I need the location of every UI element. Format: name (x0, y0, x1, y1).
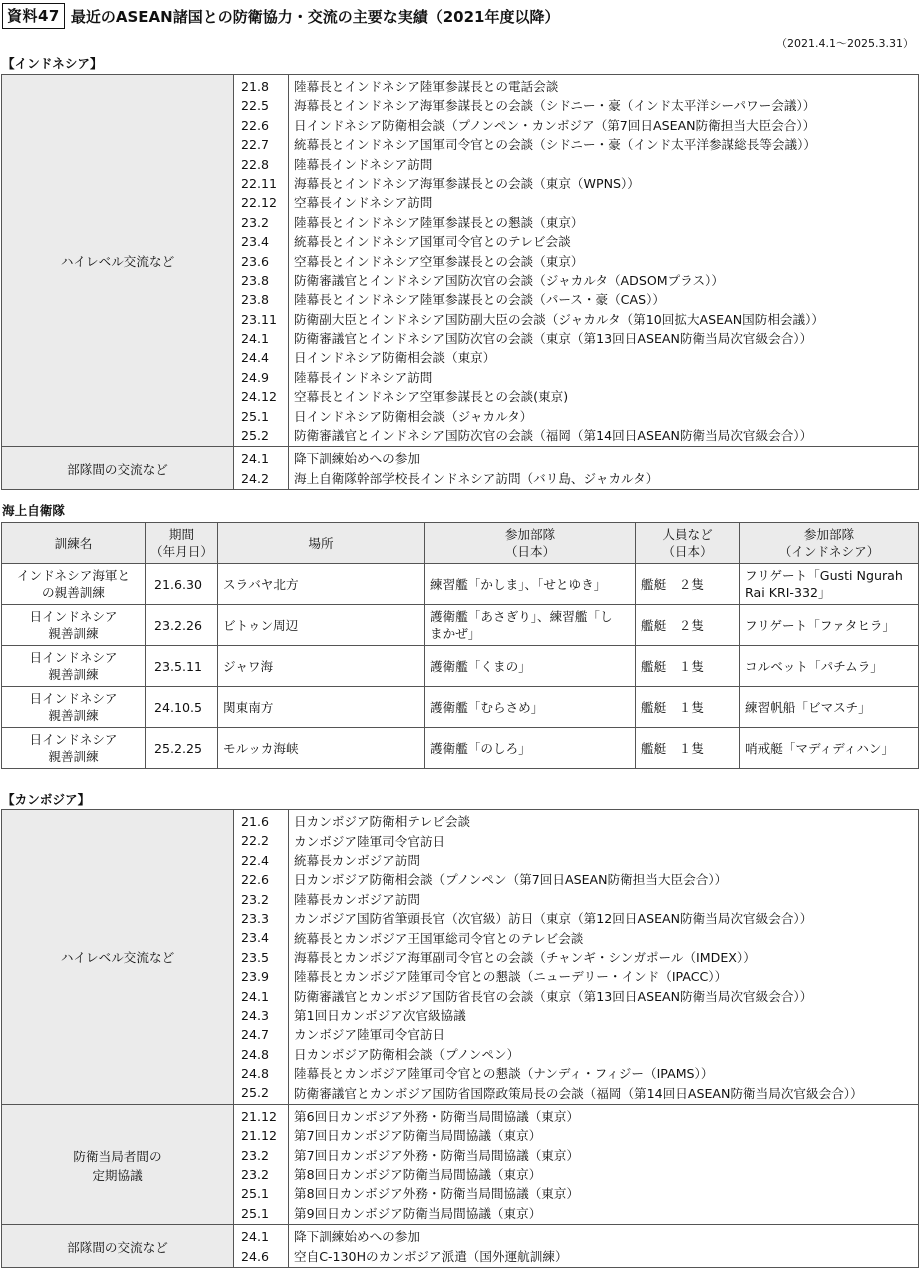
entry-date: 24.1 (241, 451, 270, 467)
exercise-row (2, 605, 919, 646)
entry-description: 海幕長とインドネシア海軍参謀長との会談（東京（WPNS）） (294, 175, 640, 191)
date-column (234, 75, 289, 447)
column-header-line: （インドネシア） (778, 544, 880, 559)
column-header (425, 523, 636, 564)
exercise-name-cell (2, 646, 146, 687)
japan-units-cell (425, 728, 636, 769)
entry-date: 24.1 (241, 1229, 270, 1245)
japan-units-cell (425, 646, 636, 687)
indonesia-units-cell (740, 564, 919, 605)
entry-description: 空幕長とインドネシア空軍参謀長との会談(東京) (294, 389, 569, 405)
entry-description: 日カンボジア防衛相会談（プノンペン（第7回日ASEAN防衛担当大臣会合）） (294, 872, 728, 888)
exercise-date-cell: 21.6.30 (146, 564, 218, 605)
entry-date: 25.2 (241, 428, 270, 444)
entry-description: 陸幕長とカンボジア陸軍司令官との懇談（ニューデリー・インド（IPACC）） (294, 969, 728, 985)
exercise-row (2, 564, 919, 605)
column-header (636, 523, 740, 564)
entry-description: 陸幕長とインドネシア陸軍参謀長との電話会談 (294, 79, 559, 94)
entry-date: 23.2 (241, 214, 270, 230)
column-header-line: 参加部隊 (504, 527, 556, 542)
entry-description: 降下訓練始めへの参加 (294, 1229, 420, 1245)
entry-date: 24.4 (241, 350, 270, 366)
entry-description: 第6回日カンボジア外務・防衛当局間協議（東京） (294, 1108, 580, 1124)
column-header (218, 523, 425, 564)
personnel-cell: 艦艇 １隻 (636, 728, 740, 769)
exercise-name-cell (2, 687, 146, 728)
exercise-name-line: 日インドネシア (29, 609, 118, 624)
category-cell: ハイレベル交流など (2, 810, 234, 1105)
indonesia-units-line: フリゲート「Gusti Ngurah (745, 568, 903, 583)
entry-description: 空幕長とインドネシア空軍参謀長との会談（東京） (294, 253, 584, 269)
column-header-line: 人員など (662, 527, 713, 542)
entry-description: 防衛審議官とカンボジア国防省国際政策局長の会談（福岡（第14回日ASEAN防衛当局次官級会合）） (294, 1085, 863, 1101)
entry-date: 24.8 (241, 1046, 270, 1062)
exercise-name-cell (2, 605, 146, 646)
exchange-group-row (2, 810, 919, 1105)
description-column (289, 1104, 919, 1224)
entry-date: 22.11 (241, 175, 278, 191)
entry-date: 23.9 (241, 969, 270, 985)
entry-description: 陸幕長とインドネシア陸軍参謀長との懇談（東京） (294, 214, 584, 230)
exercise-row (2, 646, 919, 687)
exercise-name-line: 日インドネシア (29, 691, 118, 706)
entry-date: 22.7 (241, 137, 270, 153)
japan-units-line: 護衛艦「のしろ」 (430, 740, 531, 756)
indonesia-units-line: Rai KRI-332」 (745, 585, 831, 600)
entry-description: 日インドネシア防衛相会談（ジャカルタ） (294, 408, 533, 424)
entry-description: 陸幕長とインドネシア陸軍参謀長との会談（パース・豪（CAS）） (294, 292, 665, 308)
entry-description: 防衛審議官とインドネシア国防次官の会談（東京（第13回日ASEAN防衛当局次官級会合）） (294, 331, 813, 347)
column-header (146, 523, 218, 564)
japan-units-line: 護衛艦「あさぎり」、練習艦「し (430, 609, 613, 624)
entry-date: 23.5 (241, 949, 270, 965)
entry-date: 24.7 (241, 1027, 270, 1043)
exercise-date-cell: 24.10.5 (146, 687, 218, 728)
column-header-line: （日本） (504, 544, 556, 559)
entry-description: 海上自衛隊幹部学校長インドネシア訪問（バリ島、ジャカルタ） (294, 470, 659, 486)
entry-date: 22.5 (241, 98, 270, 114)
entry-description: 防衛審議官とカンボジア国防省長官の会談（東京（第13回日ASEAN防衛当局次官級会合）） (294, 988, 813, 1004)
indonesia-units-cell (740, 728, 919, 769)
exercise-name-line: 親善訓練 (48, 749, 99, 764)
entry-date: 24.3 (241, 1007, 270, 1023)
indonesia-units-line: フリゲート「ファタヒラ」 (745, 617, 896, 633)
entry-date: 22.6 (241, 117, 270, 133)
entry-date: 23.8 (241, 292, 270, 308)
indonesia-exchange-table (1, 74, 919, 490)
entry-date: 21.6 (241, 814, 270, 829)
category-cell (2, 1104, 234, 1224)
indonesia-units-line: 練習帆船「ビマスチ」 (745, 699, 871, 715)
exercise-date-cell: 25.2.25 (146, 728, 218, 769)
entry-description: 統幕長とインドネシア国軍司令官とのテレビ会談 (294, 234, 571, 250)
exercise-name-line: 親善訓練 (48, 667, 99, 682)
description-column (289, 75, 919, 447)
exercise-place-cell: ビトゥン周辺 (218, 605, 425, 646)
entry-date: 23.4 (241, 930, 270, 946)
entry-description: 海幕長とインドネシア海軍参謀長との会談（シドニー・豪（インド太平洋シーパワー会議）） (294, 98, 816, 114)
column-header-line: 訓練名 (54, 535, 93, 551)
exercise-name-line: 日インドネシア (29, 732, 118, 747)
entry-description: 日インドネシア防衛相会談（プノンペン・カンボジア（第7回日ASEAN防衛担当大臣会合）） (294, 117, 816, 133)
document-header (2, 2, 559, 30)
entry-description: 統幕長とインドネシア国軍司令官との会談（シドニー・豪（インド太平洋参謀総長等会議）） (294, 137, 817, 153)
date-column (234, 1104, 289, 1224)
exercise-name-line: 親善訓練 (48, 708, 99, 723)
entry-description: 陸幕長カンボジア訪問 (294, 891, 420, 907)
entry-description: カンボジア国防省筆頭長官（次官級）訪日（東京（第12回日ASEAN防衛当局次官級会合）） (294, 911, 813, 927)
description-column (289, 810, 919, 1105)
entry-date: 21.12 (241, 1128, 278, 1144)
entry-date: 22.12 (241, 195, 278, 211)
exercise-name-line: 親善訓練 (48, 626, 99, 641)
exercise-name-line: の親善訓練 (42, 585, 105, 600)
document-number-tag: 資料47 (2, 3, 65, 29)
exchange-group-row (2, 447, 919, 490)
japan-units-cell (425, 605, 636, 646)
entry-date: 23.6 (241, 253, 270, 269)
description-column (289, 1225, 919, 1268)
japan-units-cell (425, 564, 636, 605)
exchange-group-row (2, 1225, 919, 1268)
indonesia-units-cell (740, 687, 919, 728)
entry-date: 23.3 (241, 910, 270, 926)
category-label-line: 定期協議 (92, 1167, 143, 1183)
document-title: 最近のASEAN諸国との防衛協力・交流の主要な実績（2021年度以降） (70, 7, 560, 26)
exercise-name-line: インドネシア海軍と (16, 568, 131, 583)
exercise-header-row (2, 523, 919, 564)
entry-date: 24.1 (241, 331, 270, 347)
personnel-cell: 艦艇 １隻 (636, 646, 740, 687)
column-header-line: （年月日） (150, 544, 213, 559)
entry-date: 23.11 (241, 311, 278, 327)
column-header-line: 場所 (308, 535, 334, 551)
entry-date: 22.4 (241, 852, 270, 868)
exercise-name-cell (2, 564, 146, 605)
entry-description: 防衛副大臣とインドネシア国防副大臣の会談（ジャカルタ（第10回拡大ASEAN国防相会議）） (294, 311, 825, 327)
column-header (740, 523, 919, 564)
indonesia-units-cell (740, 646, 919, 687)
personnel-cell: 艦艇 ２隻 (636, 605, 740, 646)
entry-description: 日カンボジア防衛相テレビ会談 (294, 814, 471, 830)
exercise-row (2, 728, 919, 769)
exchange-group-row (2, 75, 919, 447)
entry-date: 24.1 (241, 988, 270, 1004)
entry-date: 23.2 (241, 891, 270, 907)
date-column (234, 810, 289, 1105)
category-cell: 部隊間の交流など (2, 1225, 234, 1268)
column-header-line: 期間 (168, 527, 195, 542)
exercise-date-cell: 23.5.11 (146, 646, 218, 687)
entry-date: 24.2 (241, 470, 270, 486)
entry-date: 24.9 (241, 369, 270, 385)
section-heading-msdf: 海上自衛隊 (2, 503, 65, 518)
entry-description: 防衛審議官とインドネシア国防次官の会談（ジャカルタ（ADSOMプラス）） (294, 272, 724, 288)
entry-date: 21.12 (241, 1108, 278, 1124)
indonesia-units-line: 哨戒艇「マディディハン」 (745, 740, 895, 756)
entry-date: 22.6 (241, 872, 270, 888)
exercise-date-cell: 23.2.26 (146, 605, 218, 646)
entry-description: 日カンボジア防衛相会談（プノンペン） (294, 1046, 520, 1062)
entry-date: 25.2 (241, 1085, 270, 1101)
exercise-place-cell: ジャワ海 (218, 646, 425, 687)
japan-units-line: 護衛艦「くまの」 (430, 658, 531, 674)
entry-date: 24.12 (241, 389, 278, 405)
indonesia-units-cell (740, 605, 919, 646)
entry-description: 陸幕長インドネシア訪問 (294, 369, 433, 385)
exercise-place-cell: モルッカ海峡 (218, 728, 425, 769)
exercise-name-line: 日インドネシア (29, 650, 118, 665)
entry-date: 22.8 (241, 156, 270, 172)
entry-description: 空自C-130Hのカンボジア派遣（国外運航訓練） (294, 1248, 568, 1264)
entry-description: 空幕長インドネシア訪問 (294, 195, 433, 211)
category-label-line: 防衛当局者間の (73, 1148, 162, 1164)
entry-description: カンボジア陸軍司令官訪日 (294, 833, 446, 849)
exercise-row (2, 687, 919, 728)
japan-units-cell (425, 687, 636, 728)
entry-description: 陸幕長インドネシア訪問 (294, 156, 433, 172)
personnel-cell: 艦艇 ２隻 (636, 564, 740, 605)
date-column (234, 447, 289, 490)
entry-description: 日インドネシア防衛相会談（東京） (294, 350, 496, 366)
entry-description: 防衛審議官とインドネシア国防次官の会談（福岡（第14回日ASEAN防衛当局次官級会合）） (294, 428, 813, 444)
entry-date: 25.1 (241, 1186, 270, 1202)
entry-description: 統幕長とカンボジア王国軍総司令官とのテレビ会談 (294, 930, 584, 946)
entry-description: 降下訓練始めへの参加 (294, 451, 420, 467)
entry-date: 25.1 (241, 408, 270, 424)
section-heading-indonesia: 【インドネシア】 (2, 56, 103, 71)
entry-description: 海幕長とカンボジア海軍副司令官との会談（チャンギ・シンガポール（IMDEX）） (294, 949, 756, 965)
section-heading-cambodia: 【カンボジア】 (2, 792, 91, 807)
entry-date: 24.6 (241, 1248, 270, 1264)
entry-description: 第9回日カンボジア防衛当局間協議（東京） (294, 1205, 542, 1221)
period-range: （2021.4.1～2025.3.31） (776, 37, 914, 50)
entry-date: 21.8 (241, 79, 270, 94)
exercise-place-cell: 関東南方 (218, 687, 425, 728)
entry-description: 陸幕長とカンボジア陸軍司令官との懇談（ナンディ・フィジー（IPAMS）） (294, 1066, 714, 1082)
japan-units-line: 練習艦「かしま」、「せとゆき」 (430, 576, 607, 592)
date-column (234, 1225, 289, 1268)
indonesia-units-line: コルベット「パチムラ」 (745, 658, 883, 674)
entry-date: 23.8 (241, 272, 270, 288)
entry-description: 第7回日カンボジア外務・防衛当局間協議（東京） (294, 1147, 580, 1163)
msdf-exercise-table (1, 522, 919, 769)
column-header (2, 523, 146, 564)
category-cell: 部隊間の交流など (2, 447, 234, 490)
japan-units-line: まかぜ」 (430, 626, 481, 641)
japan-units-line: 護衛艦「むらさめ」 (430, 699, 544, 715)
entry-date: 23.2 (241, 1147, 270, 1163)
entry-description: 統幕長カンボジア訪問 (294, 852, 420, 868)
entry-date: 23.2 (241, 1167, 270, 1183)
column-header-line: （日本） (662, 544, 713, 559)
exchange-group-row (2, 1104, 919, 1224)
entry-description: 第8回日カンボジア防衛当局間協議（東京） (294, 1167, 542, 1183)
personnel-cell: 艦艇 １隻 (636, 687, 740, 728)
column-header-line: 参加部隊 (803, 527, 855, 542)
exercise-name-cell (2, 728, 146, 769)
entry-date: 23.4 (241, 234, 270, 250)
entry-date: 25.1 (241, 1205, 270, 1221)
entry-date: 22.2 (241, 833, 270, 849)
exercise-place-cell: スラバヤ北方 (218, 564, 425, 605)
category-cell: ハイレベル交流など (2, 75, 234, 447)
cambodia-exchange-table (1, 809, 919, 1268)
description-column (289, 447, 919, 490)
entry-date: 24.8 (241, 1066, 270, 1082)
entry-description: 第7回日カンボジア防衛当局間協議（東京） (294, 1128, 542, 1144)
entry-description: カンボジア陸軍司令官訪日 (294, 1027, 446, 1043)
entry-description: 第1回日カンボジア次官級協議 (294, 1008, 466, 1024)
entry-description: 第8回日カンボジア外務・防衛当局間協議（東京） (294, 1186, 580, 1202)
